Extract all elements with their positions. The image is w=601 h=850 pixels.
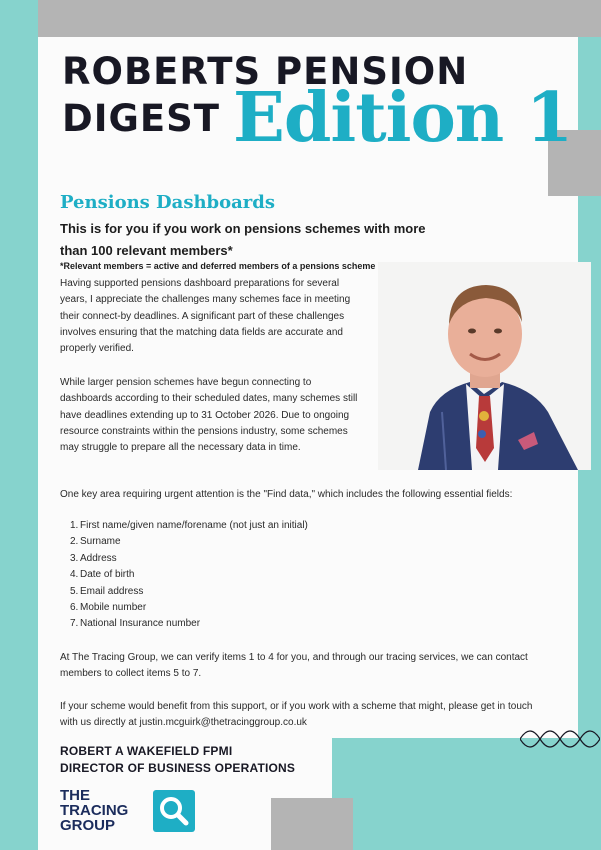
contact-text: If your scheme would benefit from this support, or if you work with a scheme that might, please get in touch with us directly at justin.mcguirk@thetracinggroup.co.uk: [60, 701, 533, 729]
list-item: 4. Date of birth: [70, 569, 135, 581]
wave-decoration: [520, 723, 600, 755]
tracing-group-text: At The Tracing Group, we can verify items 1 to 4 for you, and through our tracing services, we can contact members to collect items 5 to 7.: [60, 652, 528, 680]
lead-text: This is for you if you work on pensions schemes with more than 100 relevant members*: [60, 221, 426, 258]
logo-line-3: GROUP: [60, 817, 116, 834]
section-heading: Pensions Dashboards: [60, 192, 276, 213]
list-item: 6. Mobile number: [70, 602, 147, 614]
company-logo-text: [60, 788, 128, 833]
edition-label: Edition 1: [233, 78, 573, 158]
list-item: 1. First name/given name/forename (not just an initial): [70, 520, 308, 531]
portrait-photo: [378, 262, 591, 470]
logo-line-2: TRACING: [60, 802, 129, 819]
list-item: 7. National Insurance number: [70, 618, 201, 630]
paragraph-2: While larger pension schemes have begun connecting to dashboards according to their scheduled dates, many schemes still have deadlines extending up to 31 October 2026. Due to ongoing resource constraints within the pensions industry, some schemes may struggle to prepare all the necessary data in time.: [60, 377, 358, 454]
find-data-intro: One key area requiring urgent attention is the "Find data," which includes the following essential fields:: [60, 489, 513, 500]
grey-top-band: [38, 0, 601, 37]
list-item: 2. Surname: [70, 536, 121, 548]
relevant-members-note: *Relevant members = active and deferred members of a pensions scheme: [60, 261, 376, 271]
list-item: 5. Email address: [70, 585, 144, 597]
magnifier-icon: [153, 790, 195, 832]
teal-left-band: [0, 0, 38, 850]
grey-bottom-decoration: [271, 798, 353, 850]
list-item: 3. Address: [70, 552, 117, 564]
author-name: ROBERT A WAKEFIELD FPMI: [60, 744, 233, 758]
author-role: DIRECTOR OF BUSINESS OPERATIONS: [60, 761, 296, 775]
paragraph-1: Having supported pensions dashboard preparations for several years, I appreciate the challenges many schemes face in meeting their connect-by deadlines. A significant part of these challenges involves ensuring that the matching data fields are accurate and properly verified.: [60, 278, 351, 355]
portrait-illustration: [378, 262, 591, 470]
logo-line-1: THE: [60, 787, 90, 804]
find-data-list: [70, 518, 308, 633]
title-line-1: ROBERTS PENSION: [62, 50, 469, 93]
title-line-2: DIGEST: [62, 97, 221, 140]
